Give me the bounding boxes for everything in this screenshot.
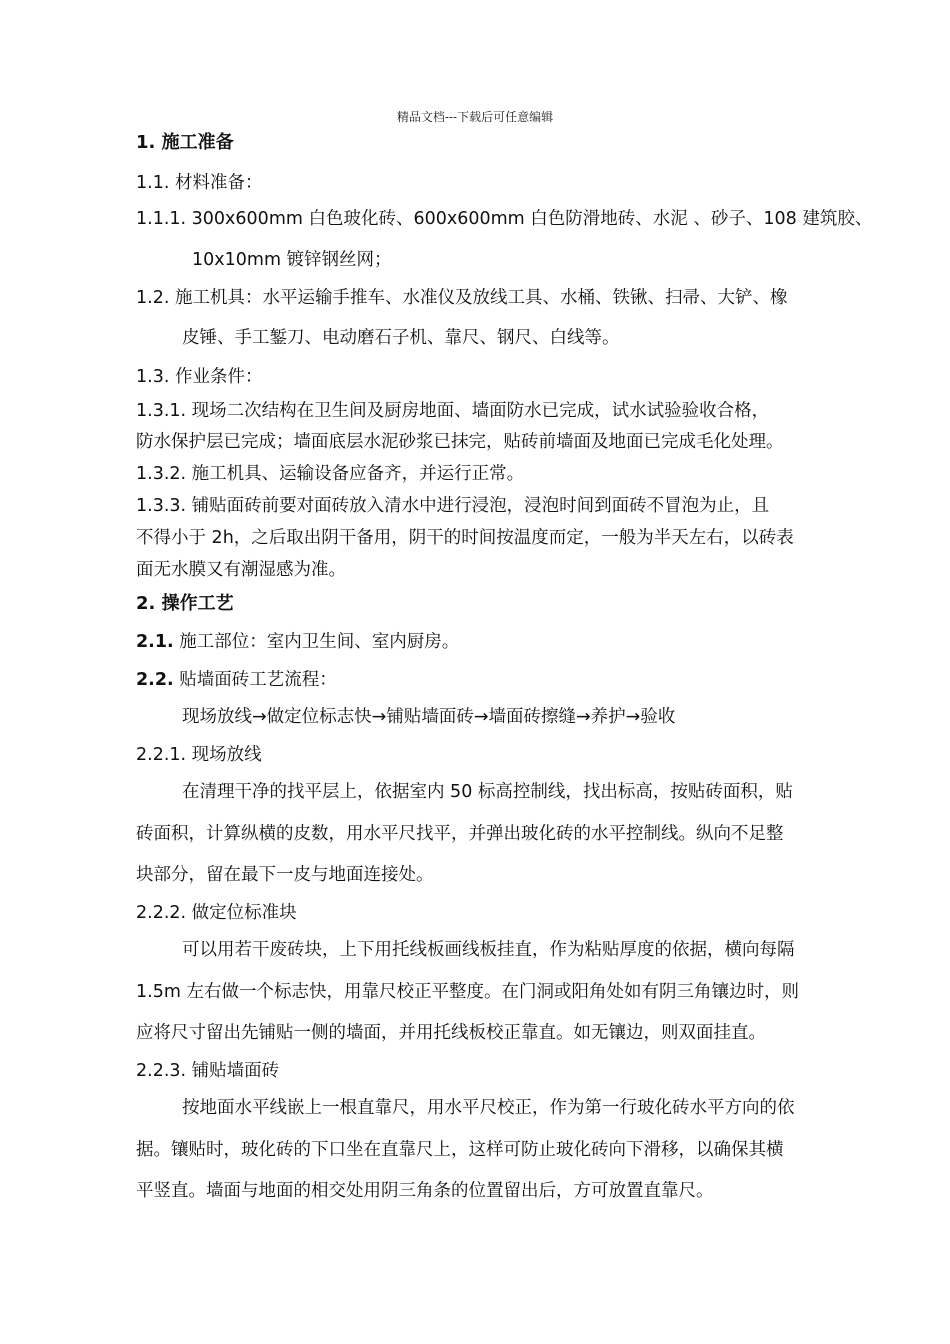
subheading-2-2-1: 2.2.1. 现场放线: [136, 745, 262, 765]
item-2-2-number: 2.2.: [136, 670, 174, 690]
para-2-2-1-line1: 在清理干净的找平层上，依据室内 50 标高控制线，找出标高，按贴砖面积，贴: [182, 782, 793, 802]
subheading-1-3: 1.3. 作业条件：: [136, 367, 263, 387]
item-1-2-line1: 1.2. 施工机具：水平运输手推车、水准仪及放线工具、水桶、铁锹、扫帚、大铲、橡: [136, 288, 788, 308]
item-2-2: [136, 669, 337, 691]
para-2-2-2-line3: 应将尺寸留出先铺贴一侧的墙面，并用托线板校正靠直。如无镶边，则双面挂直。: [136, 1023, 766, 1043]
item-1-3-3-line3: 面无水膜又有潮湿感为准。: [136, 560, 346, 580]
para-2-2-3-line2: 据。镶贴时，玻化砖的下口坐在直靠尺上，这样可防止玻化砖向下滑移，以确保其横: [136, 1140, 784, 1160]
item-2-2-text: 贴墙面砖工艺流程：: [173, 670, 337, 690]
item-1-3-3-line2: 不得小于 2h，之后取出阴干备用，阴干的时间按温度而定，一般为半天左右，以砖表: [136, 528, 794, 548]
para-2-2-2-line2: 1.5m 左右做一个标志快，用靠尺校正平整度。在门洞或阳角处如有阴三角镶边时，则: [136, 982, 799, 1002]
item-1-3-3-line1: 1.3.3. 铺贴面砖前要对面砖放入清水中进行浸泡，浸泡时间到面砖不冒泡为止，且: [136, 496, 770, 516]
para-2-2-3-line3: 平竖直。墙面与地面的相交处用阴三角条的位置留出后，方可放置直靠尺。: [136, 1181, 714, 1201]
item-1-3-1-line1: 1.3.1. 现场二次结构在卫生间及厨房地面、墙面防水已完成，试水试验验收合格，: [136, 401, 770, 421]
item-1-1-1-line1: 1.1.1. 300x600mm 白色玻化砖、600x600mm 白色防滑地砖、水泥 、砂子、108 建筑胶、: [136, 209, 873, 229]
header-watermark: 精品文档---下载后可任意编辑: [396, 110, 554, 124]
section-2-heading: 2. 操作工艺: [136, 593, 234, 614]
para-2-2-1-line2: 砖面积，计算纵横的皮数，用水平尺找平，并弹出玻化砖的水平控制线。纵向不足整: [136, 824, 784, 844]
item-2-1-number: 2.1.: [136, 632, 174, 652]
process-flow: 现场放线→做定位标志快→铺贴墙面砖→墙面砖擦缝→养护→验收: [182, 707, 676, 727]
item-2-1: [136, 631, 459, 653]
section-1-heading: 1. 施工准备: [136, 132, 234, 153]
item-1-2-line2: 皮锤、手工錾刀、电动磨石子机、靠尺、钢尺、白线等。: [182, 328, 620, 348]
item-1-3-1-line2: 防水保护层已完成；墙面底层水泥砂浆已抹完，贴砖前墙面及地面已完成毛化处理。: [136, 432, 784, 452]
item-1-3-2: 1.3.2. 施工机具、运输设备应备齐，并运行正常。: [136, 464, 525, 484]
subheading-2-2-2: 2.2.2. 做定位标准块: [136, 903, 297, 923]
item-2-1-text: 施工部位：室内卫生间、室内厨房。: [173, 632, 460, 652]
para-2-2-3-line1: 按地面水平线嵌上一根直靠尺，用水平尺校正，作为第一行玻化砖水平方向的依: [182, 1098, 795, 1118]
subheading-1-1: 1.1. 材料准备：: [136, 173, 263, 193]
item-1-1-1-line2: 10x10mm 镀锌钢丝网；: [192, 250, 392, 270]
subheading-2-2-3: 2.2.3. 铺贴墙面砖: [136, 1061, 280, 1081]
para-2-2-1-line3: 块部分，留在最下一皮与地面连接处。: [136, 865, 434, 885]
para-2-2-2-line1: 可以用若干废砖块，上下用托线板画线板挂直，作为粘贴厚度的依据，横向每隔: [182, 940, 795, 960]
